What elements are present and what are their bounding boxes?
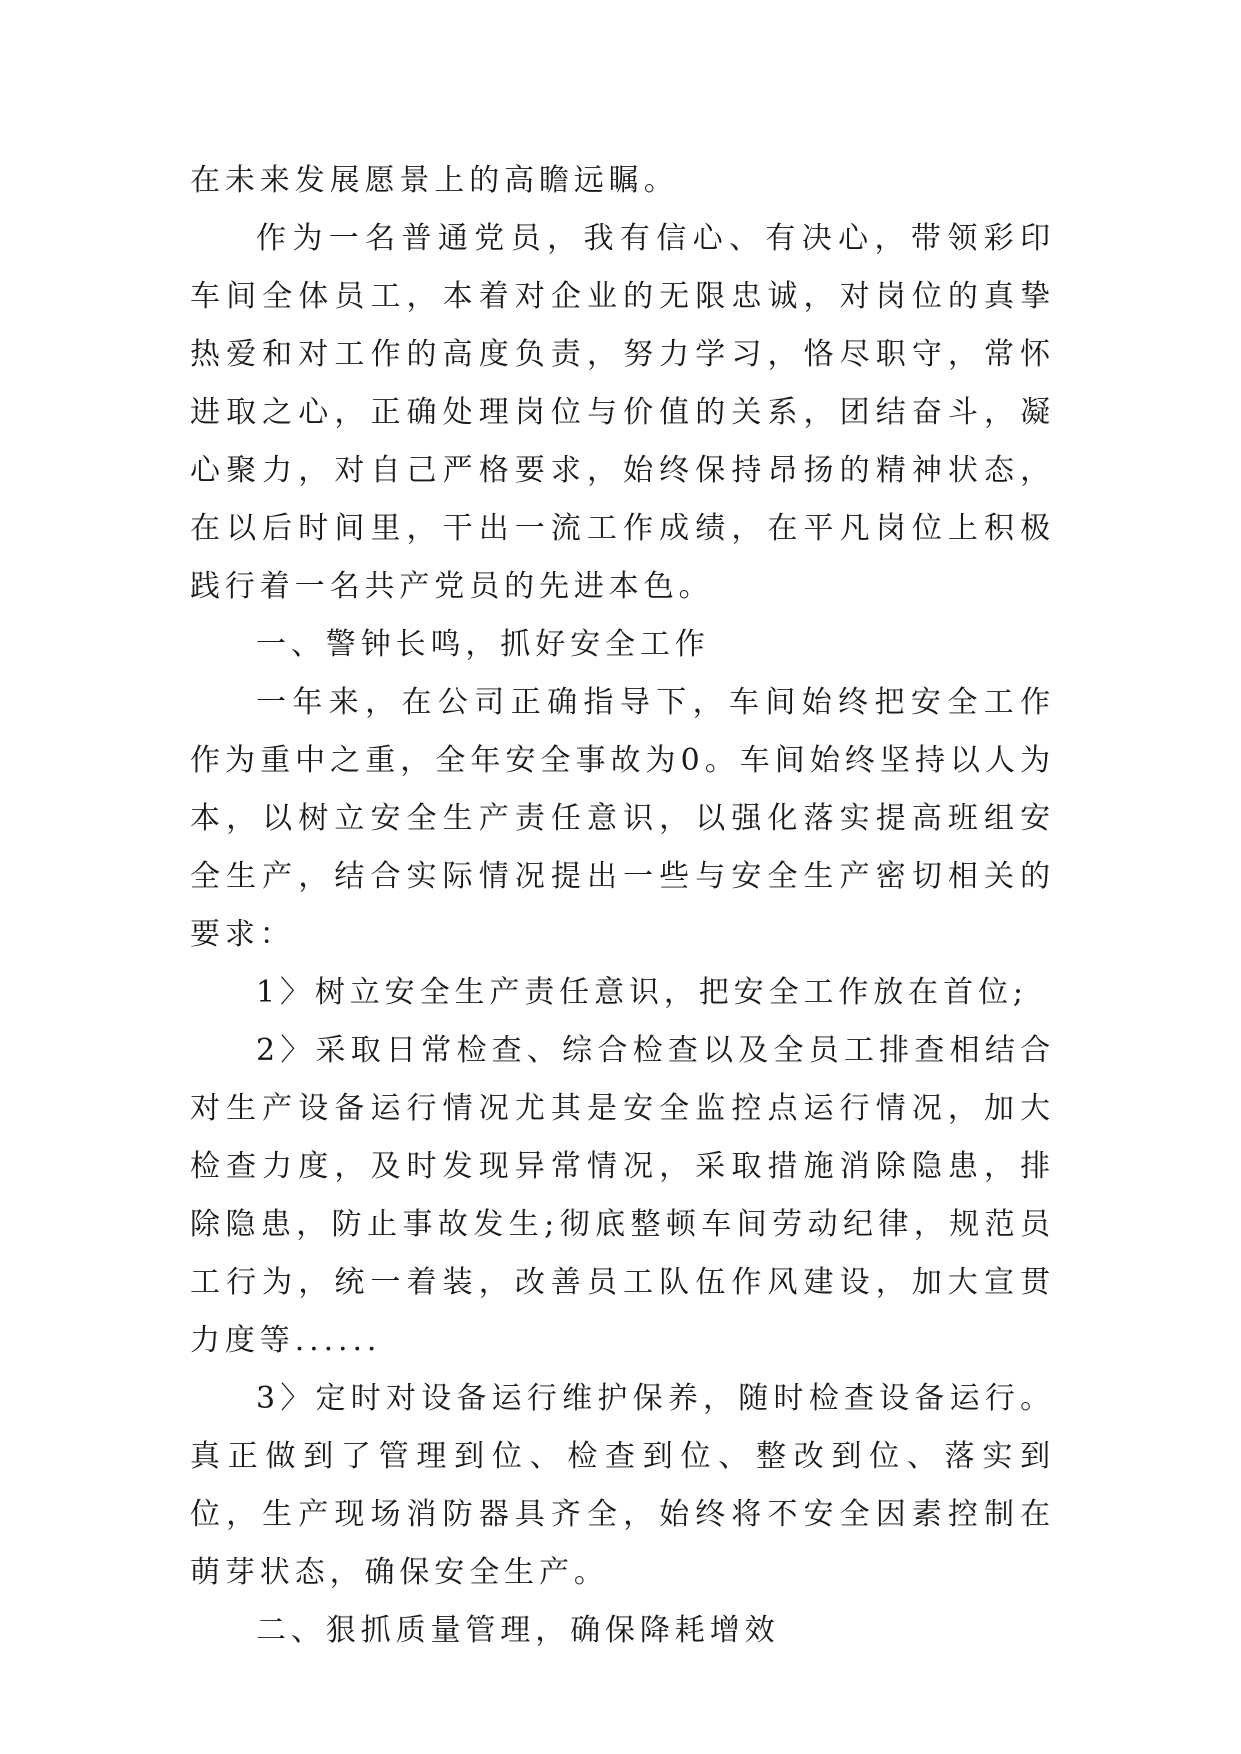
paragraph-party-member-commitment: 作为一名普通党员，我有信心、有决心，带领彩印车间全体员工，本着对企业的无限忠诚，对岗位的真挚热爱和对工作的高度负责，努力学习，恪尽职守，常怀进取之心，正确处理岗位与价值的关系，团结奋斗，凝心聚力，对自己严格要求，始终保持昂扬的精神状态，在以后时间里，干出一流工作成绩，在平凡岗位上积极践行着一名共产党员的先进本色。 bbox=[190, 221, 1055, 604]
paragraph-safety-overview: 一年来，在公司正确指导下，车间始终把安全工作作为重中之重，全年安全事故为0。车间始终坚持以人为本，以树立安全生产责任意识，以强化落实提高班组安全生产，结合实际情况提出一些与安全生产密切相关的要求： bbox=[190, 685, 1055, 952]
paragraph-continuation: 在未来发展愿景上的高瞻远瞩。 bbox=[190, 163, 679, 198]
section-heading-safety: 一、警钟长鸣，抓好安全工作 bbox=[256, 627, 710, 662]
section-heading-quality: 二、狠抓质量管理，确保降耗增效 bbox=[256, 1613, 780, 1648]
list-item-3: 3〉定时对设备运行维护保养，随时检查设备运行。真正做到了管理到位、检查到位、整改到位、落实到位，生产现场消防器具齐全，始终将不安全因素控制在萌芽状态，确保安全生产。 bbox=[190, 1381, 1055, 1590]
document-body bbox=[190, 152, 1055, 1660]
list-item-2: 2〉采取日常检查、综合检查以及全员工排查相结合对生产设备运行情况尤其是安全监控点运行情况，加大检查力度，及时发现异常情况，采取措施消除隐患，排除隐患，防止事故发生;彻底整顿车间劳动纪律，规范员工行为，统一着装，改善员工队伍作风建设，加大宣贯力度等...... bbox=[190, 1033, 1055, 1358]
list-item-1: 1〉树立安全生产责任意识，把安全工作放在首位; bbox=[256, 975, 1028, 1010]
